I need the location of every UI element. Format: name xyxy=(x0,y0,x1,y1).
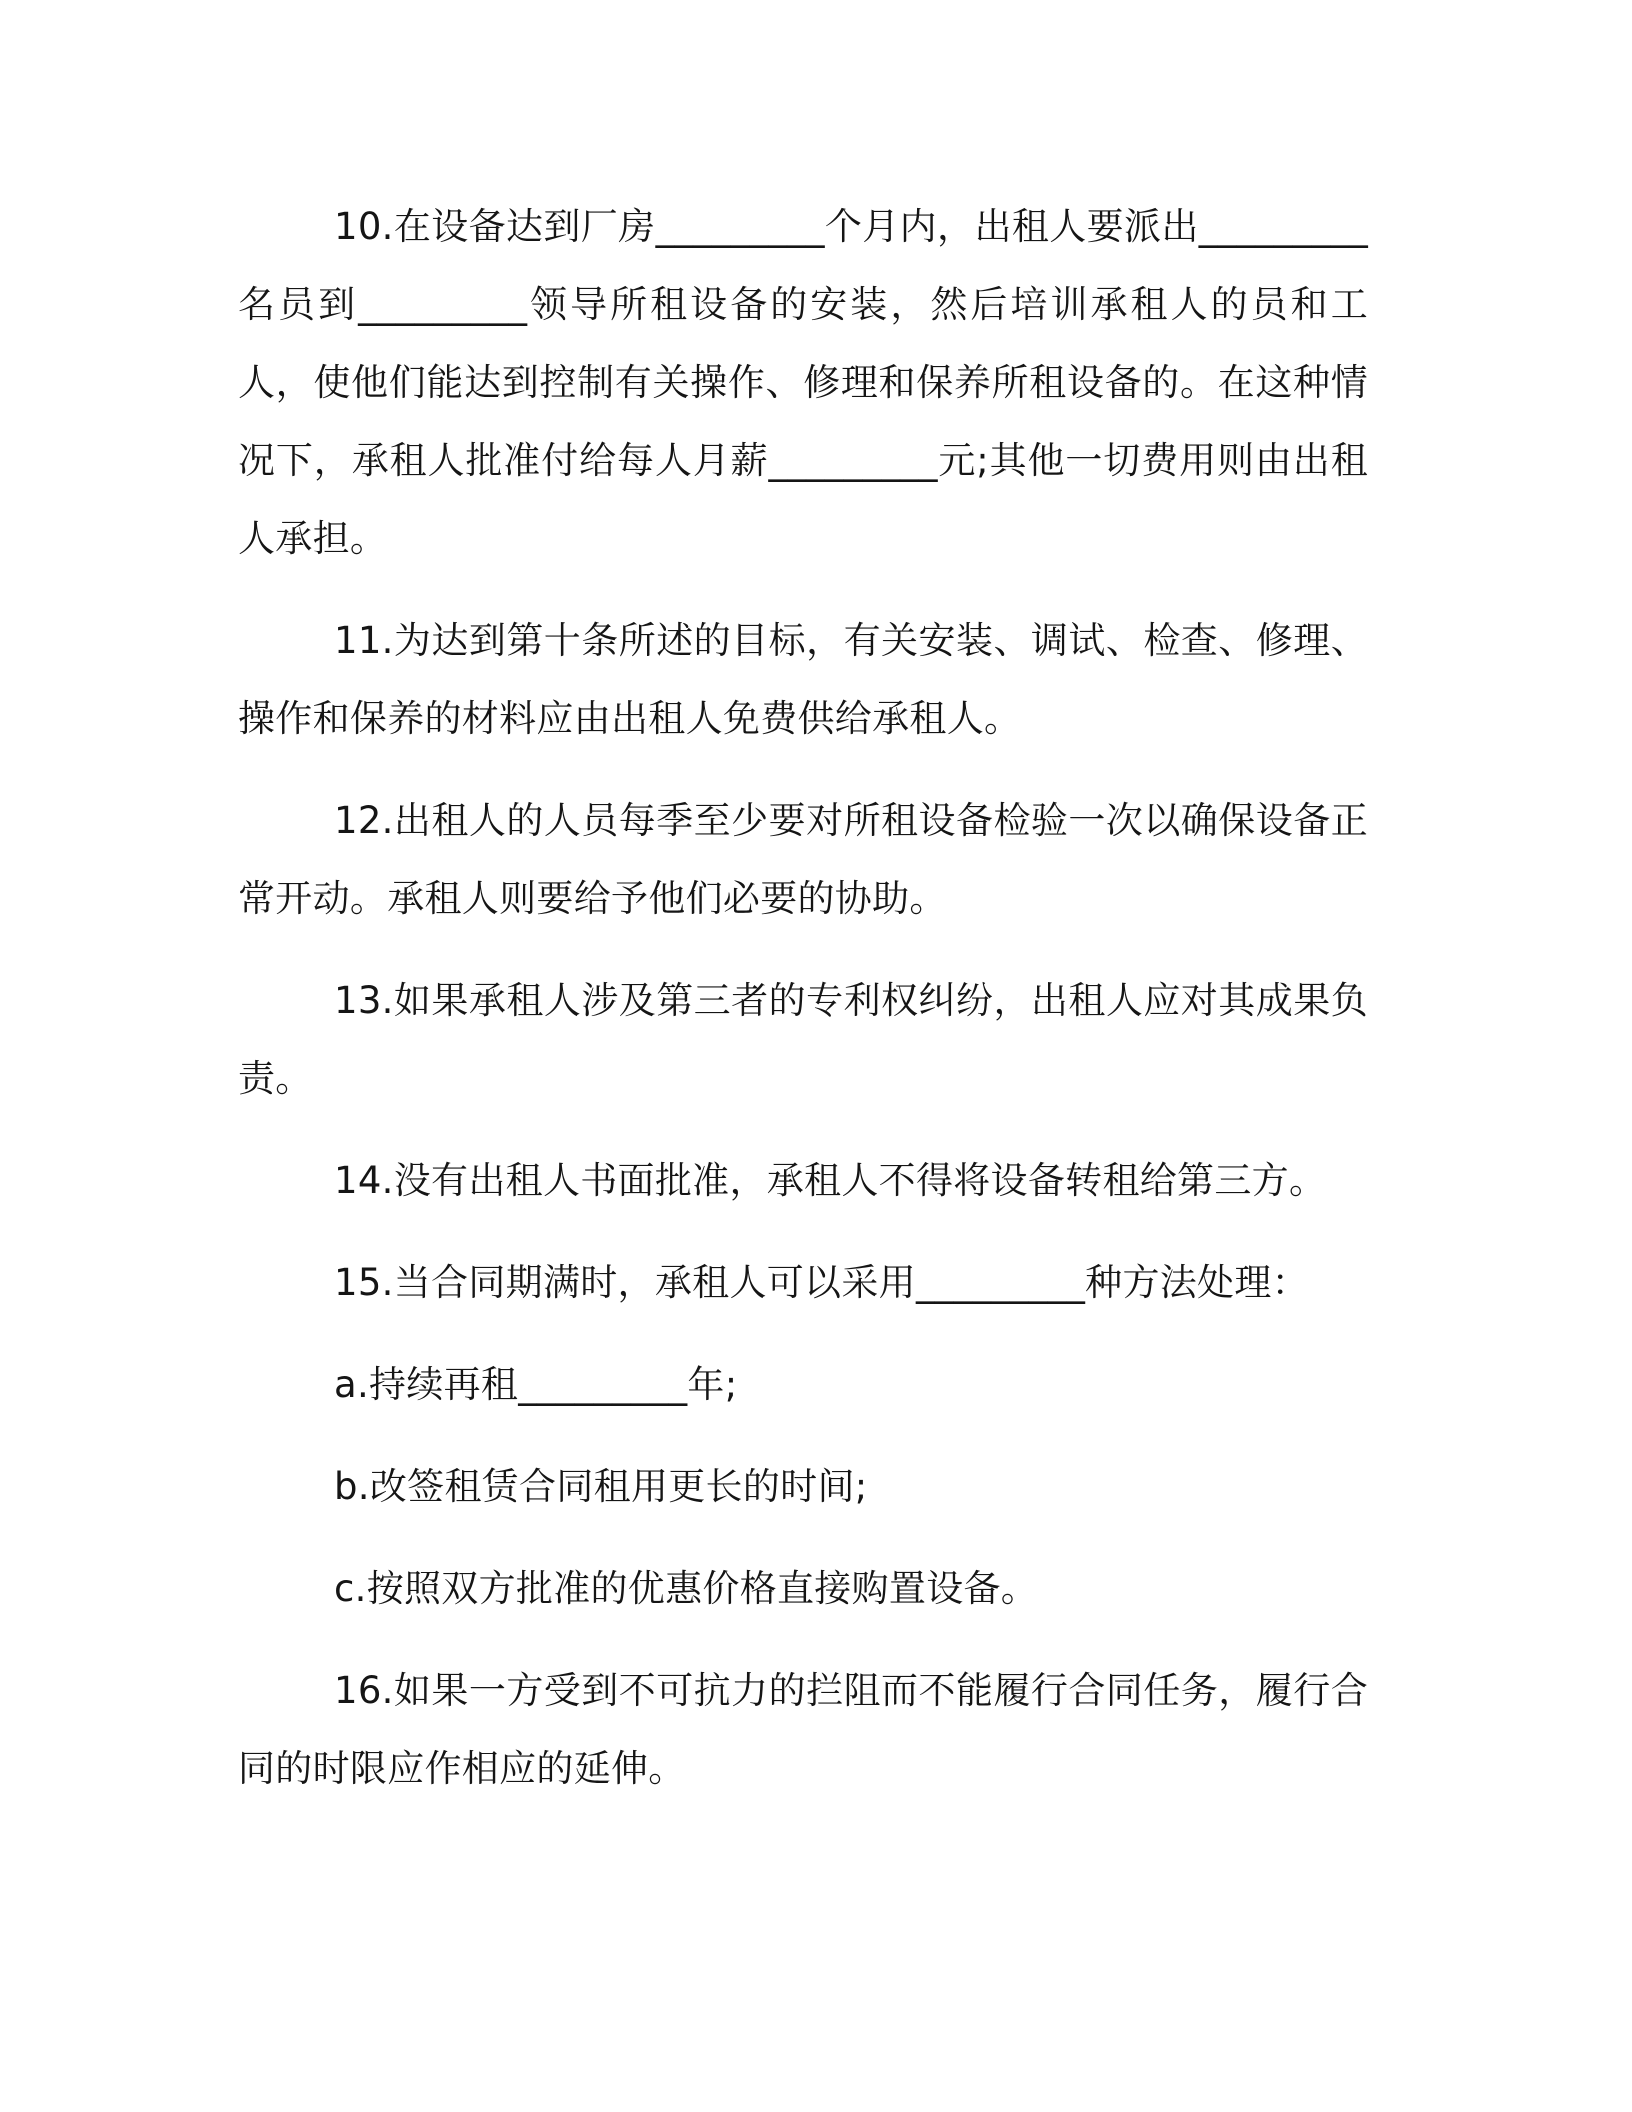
clause-16: 16.如果一方受到不可抗力的拦阻而不能履行合同任务，履行合同的时限应作相应的延伸。 xyxy=(238,1669,1368,1790)
clause-11: 11.为达到第十条所述的目标，有关安装、调试、检查、修理、操作和保养的材料应由出租人免费供给承租人。 xyxy=(238,619,1368,740)
clause-13: 13.如果承租人涉及第三者的专利权纠纷，出租人应对其成果负责。 xyxy=(238,979,1368,1100)
clause-14: 14.没有出租人书面批准，承租人不得将设备转租给第三方。 xyxy=(334,1159,1327,1202)
clause-15-option-b: b.改签租赁合同租用更长的时间; xyxy=(334,1465,868,1508)
clause-15-option-a: a.持续再租_________年; xyxy=(334,1363,738,1406)
clause-15: 15.当合同期满时，承租人可以采用_________种方法处理： xyxy=(334,1261,1309,1304)
clause-15-option-c: c.按照双方批准的优惠价格直接购置设备。 xyxy=(334,1567,1039,1610)
contract-text xyxy=(238,188,1368,1832)
clause-12: 12.出租人的人员每季至少要对所租设备检验一次以确保设备正常开动。承租人则要给予他们必要的协助。 xyxy=(238,799,1368,920)
clause-10: 10.在设备达到厂房_________个月内，出租人要派出_________名员到_________领导所租设备的安装，然后培训承租人的员和工人，使他们能达到控制有关操作、修理和保养所租设备的。在这种情况下，承租人批准付给每人月薪_________元;其他一切费用则由出租人承担。 xyxy=(238,205,1368,560)
